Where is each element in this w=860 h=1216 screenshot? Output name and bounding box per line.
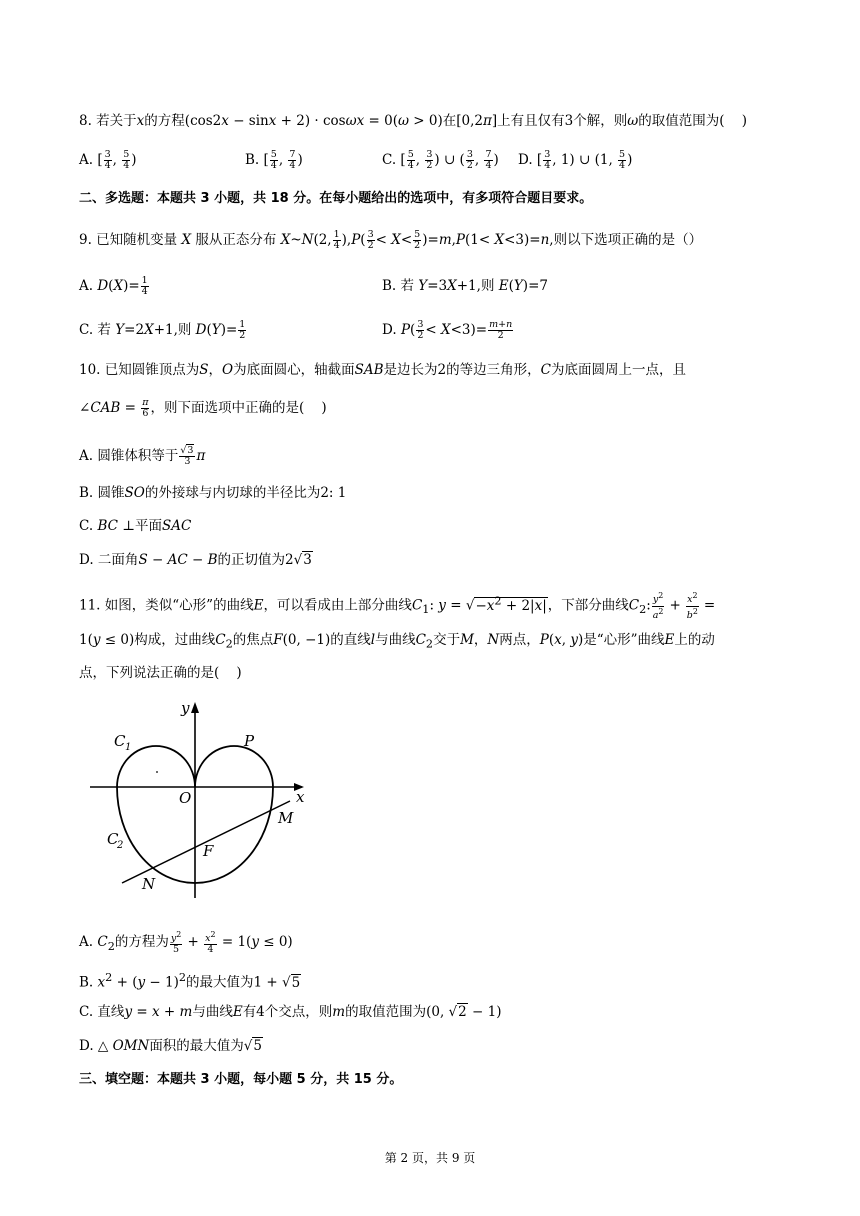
label-o: O [179, 789, 192, 807]
section-2-heading: 二、多选题：本题共 3 小题，共 18 分。在每小题给出的选项中，有多项符合题目要求。 [79, 191, 593, 206]
q11-option-a[interactable]: A. $C_2$的方程为 $\frac{y^2}{5}$ + $\frac{x^2}{4}$ = 1(y ≤ 0) [79, 930, 293, 956]
label-m: M [278, 809, 294, 827]
q10-option-b[interactable]: B. 圆锥SO的外接球与内切球的半径比为2: 1 [79, 485, 347, 501]
q10-option-a[interactable]: A. 圆锥体积等于 $\frac{√3}{3}$ π [79, 445, 206, 467]
heart-curve-figure [80, 698, 320, 903]
q8-stem: 8. 若关于x的方程(cos2x − sinx + 2) · cosωx = 0(ω > 0)在[0,2π]上有且仅有3个解，则ω的取值范围为( ) [79, 113, 747, 129]
label-x: x [296, 788, 305, 806]
label-y: y [181, 699, 190, 717]
c1-right-arc [195, 746, 273, 787]
label-f: F [203, 842, 214, 860]
q11-stem-line1: 11. 如图，类似“心形”的曲线E，可以看成由上部分曲线$C_1$: $y = √-x^2 + 2|x|$，下部分曲线$C_2$: $\frac{y^2}{a^2}$ + $\frac{x^2}{b^2}$ = [79, 591, 716, 621]
q8-option-b[interactable]: B. [ $\frac{5}{4}$ , $\frac{7}{4}$ ) [245, 149, 303, 171]
stray-dot [156, 771, 158, 773]
label-p: P [244, 732, 255, 750]
label-n: N [142, 875, 156, 893]
q10-option-c[interactable]: C. BC ⊥平面SAC [79, 518, 192, 534]
q10-option-d[interactable]: D. 二面角S − AC − B的正切值为2√3 [79, 552, 312, 568]
label-c1-sub: 1 [125, 742, 132, 753]
y-axis-arrow [191, 702, 199, 713]
label-c2: C [107, 830, 119, 848]
q11-option-b[interactable]: B. $x^2 + (y - 1)^2$的最大值为1 + √5 [79, 971, 301, 991]
q10-stem-line1: 10. 已知圆锥顶点为S，O为底面圆心，轴截面SAB是边长为2的等边三角形，C为底面圆周上一点，且 [79, 362, 686, 378]
label-c1: C [114, 732, 126, 750]
q9-option-b[interactable]: B. 若 Y=3X+1,则 E(Y)=7 [382, 278, 548, 294]
q9-stem: 9. 已知随机变量 X 服从正态分布 X~N(2, $\frac{1}{4}$ ),P( $\frac{3}{2}$ < X< $\frac{5}{2}$ )=m,P(1< X<3)=n,则以下选项正确的是（） [79, 229, 703, 251]
q8-option-c[interactable]: C. [ $\frac{5}{4}$ , $\frac{3}{2}$ ) ∪ ( $\frac{3}{2}$ , $\frac{7}{4}$ ) [382, 149, 499, 171]
q11-option-c[interactable]: C. 直线y = x + m与曲线E有4个交点，则m的取值范围为(0, √2 − 1) [79, 1004, 502, 1020]
section-3-heading: 三、填空题：本题共 3 小题，每小题 5 分，共 15 分。 [79, 1072, 403, 1087]
q11-stem-line2: 1(y ≤ 0)构成，过曲线$C_2$的焦点F(0, −1)的直线l与曲线$C_2$交于M，N两点，P(x, y)是“心形”曲线E上的动 [79, 632, 715, 651]
q8-option-a[interactable]: A. [ $\frac{3}{4}$ , $\frac{5}{4}$ ) [79, 149, 137, 171]
q9-option-d[interactable]: D. P( $\frac{3}{2}$ < X<3)= $\frac{m+n}{2}$ [382, 319, 513, 341]
q8-option-d[interactable]: D. [ $\frac{3}{4}$ , 1) ∪ (1, $\frac{5}{4}$ ) [518, 149, 633, 171]
q9-option-a[interactable]: A. D(X)= $\frac{1}{4}$ [79, 275, 148, 297]
q11-option-d[interactable]: D. △ OMN面积的最大值为√5 [79, 1038, 263, 1054]
page-footer: 第 2 页，共 9 页 [384, 1151, 476, 1165]
q9-option-c[interactable]: C. 若 Y=2X+1,则 D(Y)= $\frac{1}{2}$ [79, 319, 246, 341]
q11-stem-line3: 点，下列说法正确的是( ) [79, 665, 242, 681]
label-c2-sub: 2 [117, 840, 124, 851]
q10-stem-line2: ∠CAB = $\frac{\pi}{6}$ ，则下面选项中正确的是( ) [79, 397, 327, 419]
